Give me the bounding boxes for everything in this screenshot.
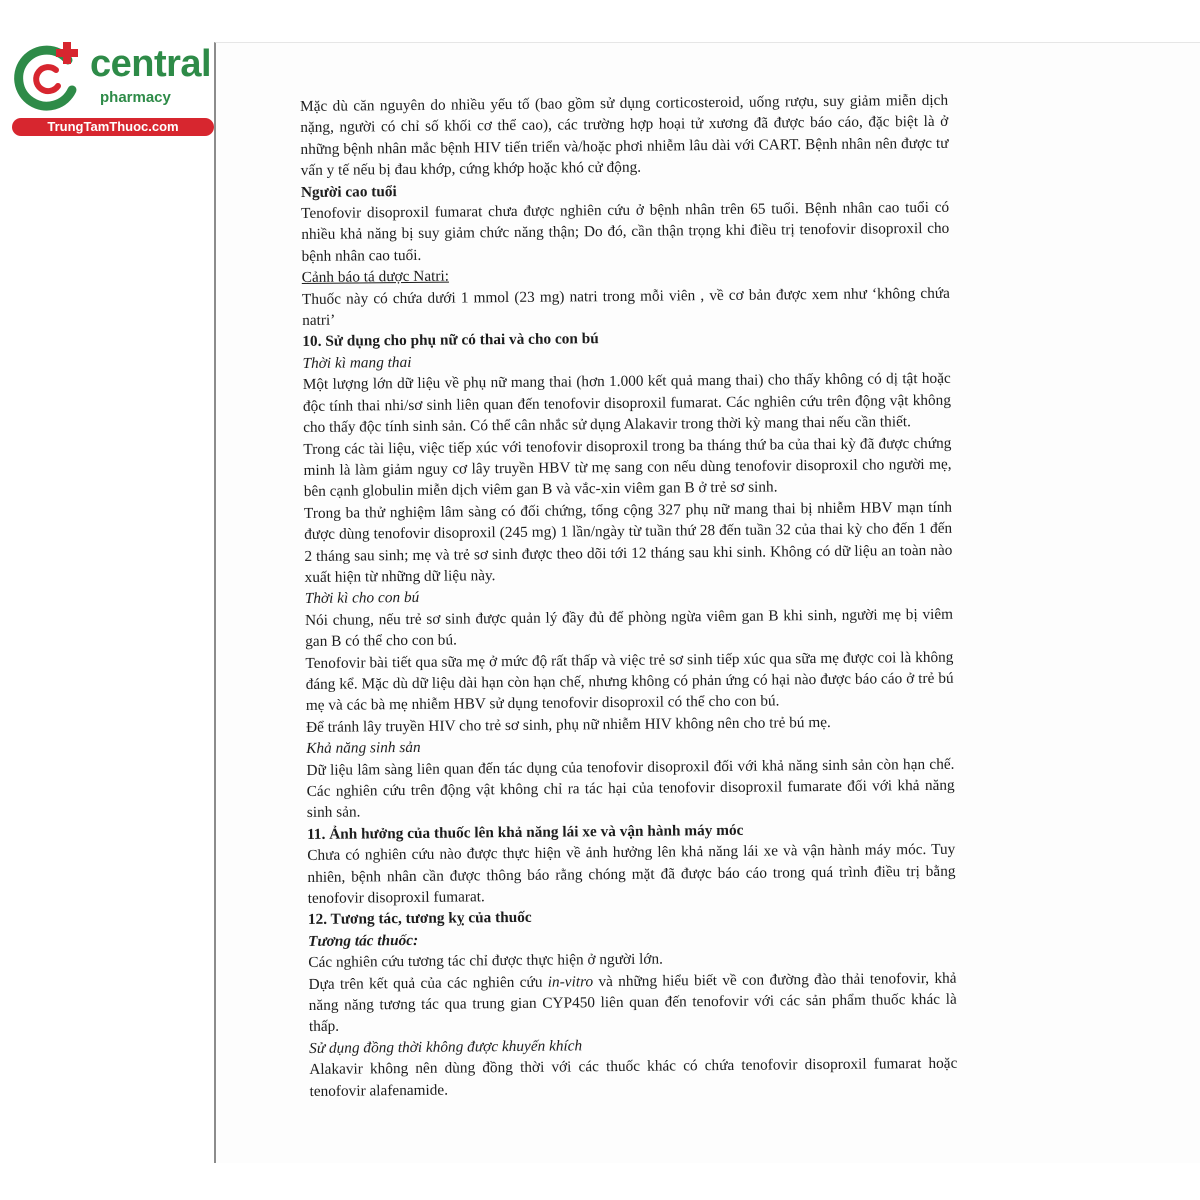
- paragraph-sodium: Thuốc này có chứa dưới 1 mmol (23 mg) natri trong mỗi viên , về cơ bản được xem như ‘không chứa natri’: [301, 284, 951, 330]
- document-content: [300, 90, 958, 1102]
- section-12-heading: 12. Tương tác, tương kỵ của thuốc: [307, 909, 532, 929]
- paragraph-pregnancy-data: Một lượng lớn dữ liệu về phụ nữ mang thai (hơn 1.000 kết quả mang thai) cho thấy không có dị tật hoặc độc tính thai nhi/sơ sinh liên quan đến tenofovir disoproxil fumarat. Các nghiên cứu trên động vật không cho thấy độc tính sinh sản. Có thể cân nhắc sử dụng Alakavir trong thời kỳ mang thai nếu cần thiết.: [302, 370, 952, 437]
- in-vitro-term: in-vitro: [547, 972, 594, 991]
- paragraph-hbv-transmission: Trong các tài liệu, việc tiếp xúc với tenofovir disoproxil trong ba tháng thứ ba của thai kỳ đã được chứng minh là làm giảm nguy cơ lây truyền HBV từ mẹ sang con nếu dùng tenofovir disoproxil cho người mẹ, bên cạnh globulin miễn dịch viêm gan B và vắc-xin viêm gan B ở trẻ sơ sinh.: [303, 434, 952, 501]
- paragraph-elderly: Tenofovir disoproxil fumarat chưa được nghiên cứu ở bệnh nhân trên 65 tuổi. Bệnh nhân cao tuổi có nhiều khả năng bị suy giảm chức năng thận; Do đó, cần thận trọng khi điều trị tenofovir disoproxil cho bệnh nhân cao tuổi.: [301, 198, 950, 265]
- paragraph-driving: Chưa có nghiên cứu nào được thực hiện về ảnh hưởng lên khả năng lái xe và vận hành máy móc. Tuy nhiên, bệnh nhân cần được thông báo rằng chóng mặt đã được báo cáo trong quá trình điều trị bằng tenofovir disoproxil fumarat.: [307, 840, 956, 907]
- logo-brand-subtitle: pharmacy: [100, 89, 171, 106]
- section-10-heading: 10. Sử dụng cho phụ nữ có thai và cho con bú: [302, 330, 599, 351]
- logo-website-link[interactable]: TrungTamThuoc.com: [12, 118, 214, 136]
- paragraph-cyp450: [308, 967, 957, 1037]
- cyp450-text-start: Dựa trên kết quả của các nghiên cứu: [308, 973, 548, 993]
- paragraph-concomitant: Alakavir không nên dùng đồng thời với các thuốc khác có chứa tenofovir disoproxil fumarat hoặc tenofovir alafenamide.: [309, 1055, 958, 1100]
- subheading-concomitant-use: Sử dụng đồng thời không được khuyến khích: [309, 1037, 583, 1057]
- subheading-drug-interactions: Tương tác thuốc:: [308, 931, 419, 950]
- paragraph-adult-studies: Các nghiên cứu tương tác chỉ được thực hiện ở người lớn.: [308, 950, 664, 972]
- central-pharmacy-logo[interactable]: [10, 38, 215, 138]
- paragraph-osteonecrosis: Mặc dù căn nguyên do nhiều yếu tố (bao gồm sử dụng corticosteroid, uống rượu, suy giảm miễn dịch nặng, người có chỉ số khối cơ thể cao), các trường hợp hoại tử xương đã được báo cáo, đặc biệt là ở những bệnh nhân mắc bệnh HIV tiến triển và/hoặc phơi nhiễm lâu dài với CART. Bệnh nhân nên được tư vấn y tế nếu bị đau khớp, cứng khớp hoặc khó cử động.: [300, 91, 949, 180]
- paragraph-hiv-breastfeeding: Để tránh lây truyền HIV cho trẻ sơ sinh, phụ nữ nhiễm HIV không nên cho trẻ bú mẹ.: [305, 713, 831, 736]
- heading-sodium-warning: Cảnh báo tá dược Natri:: [301, 267, 450, 287]
- paragraph-clinical-trials: Trong ba thử nghiệm lâm sàng có đối chứng, tổng cộng 327 phụ nữ mang thai bị nhiễm HBV mạn tính được dùng tenofovir disoproxil (245 mg) 1 lần/ngày từ tuần thứ 28 đến tuần 32 của thai kỳ cho đến 1 đến 2 tháng sau sinh; mẹ và trẻ sơ sinh được theo dõi tới 12 tháng sau khi sinh. Không có dữ liệu an toàn nào xuất hiện từ những dữ liệu này.: [303, 498, 953, 586]
- subheading-fertility: Khả năng sinh sản: [306, 739, 421, 758]
- paragraph-breast-milk: Tenofovir bài tiết qua sữa mẹ ở mức độ rất thấp và việc trẻ sơ sinh tiếp xúc qua sữa mẹ được coi là không đáng kể. Mặc dù dữ liệu dài hạn còn hạn chế, nhưng không có phản ứng có hại nào được báo cáo ở trẻ bú mẹ và các bà mẹ nhiễm HBV sử dụng tenofovir disoproxil có thể cho con bú.: [305, 648, 954, 715]
- subheading-breastfeeding: Thời kì cho con bú: [304, 589, 420, 608]
- paragraph-breastfeeding-hbv: Nói chung, nếu trẻ sơ sinh được quản lý đầy đủ để phòng ngừa viêm gan B khi sinh, người mẹ bị viêm gan B có thể cho con bú.: [304, 605, 954, 651]
- paragraph-fertility: Dữ liệu lâm sàng liên quan đến tác dụng của tenofovir disoproxil đối với khả năng sinh sản còn hạn chế. Các nghiên cứu trên động vật không chỉ ra tác hại của tenofovir disoproxil fumarate đối với khả năng sinh sản.: [306, 755, 955, 822]
- subheading-pregnancy: Thời kì mang thai: [302, 353, 412, 372]
- cyp450-text-end: và những hiểu biết về con đường đào thải tenofovir, khả năng năng tương tác qua trung gian CYP450 liên quan đến tenofovir với các sản phẩm thuốc khác là thấp.: [308, 969, 957, 1036]
- heading-elderly: Người cao tuổi: [300, 182, 397, 201]
- logo-brand-name: central: [90, 43, 212, 85]
- central-pharmacy-mark-icon: [10, 38, 90, 118]
- section-11-heading: 11. Ảnh hưởng của thuốc lên khả năng lái xe và vận hành máy móc: [307, 821, 744, 843]
